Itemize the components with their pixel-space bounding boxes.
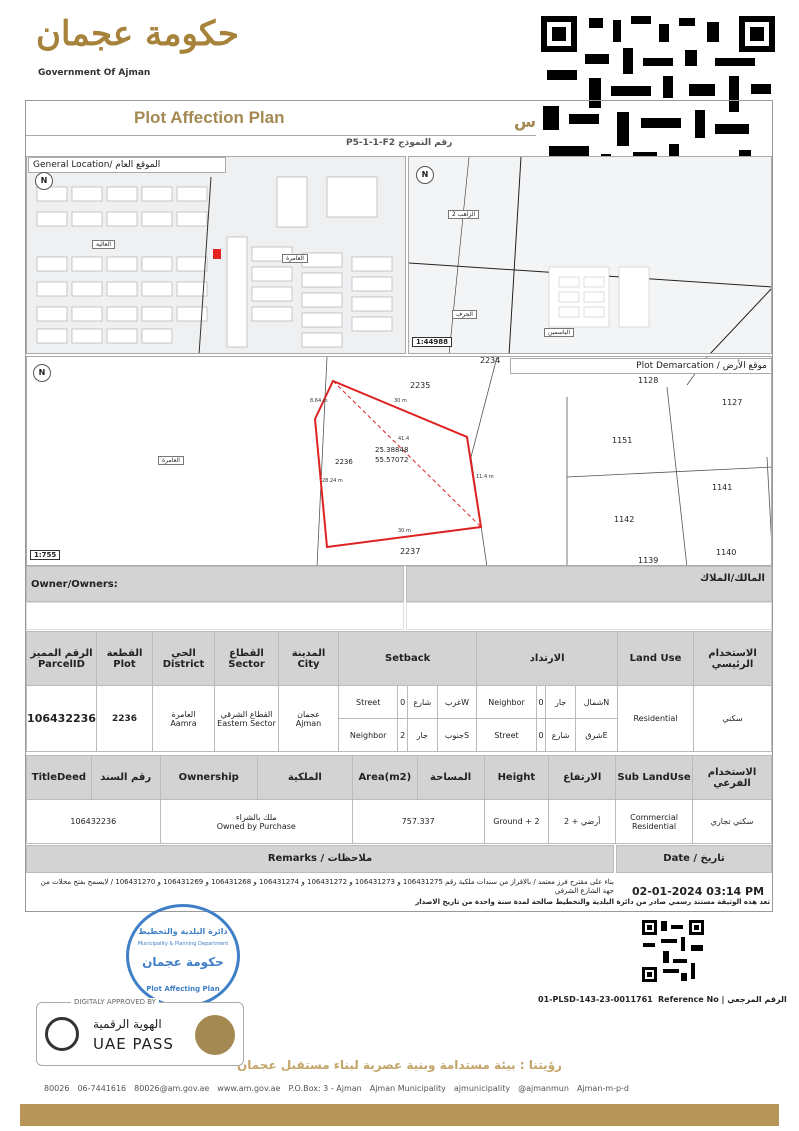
height-value-ar: أرضي + 2	[549, 800, 616, 844]
document-title-ar: س	[514, 112, 537, 131]
neighbor-2235: 2235	[410, 381, 431, 390]
header-city-en: City	[297, 658, 320, 670]
header-city-ar: المدينة	[291, 647, 326, 659]
form-number: P5-1-1-F2 رقم النموذج	[346, 138, 453, 148]
setback-west-type-ar: شارع	[407, 686, 437, 719]
government-logo: حكومة عجمان	[36, 14, 239, 54]
header-titledeed-ar: رقم السند	[91, 756, 160, 800]
neighbor-1141: 1141	[712, 483, 733, 492]
setback-north-dir: شمالN	[575, 686, 617, 719]
owner-value-cell-ar	[406, 602, 772, 630]
reference-label: Reference No | الرقم المرجعي	[658, 995, 787, 1004]
official-stamp	[126, 904, 240, 1008]
qr-small-pattern	[641, 919, 705, 983]
neighbor-2234: 2234	[480, 356, 501, 365]
header-parcel-en: ParcelID	[38, 658, 85, 670]
dimension-top: 30 m	[394, 398, 407, 404]
coordinate-lng: 55.57072	[375, 456, 409, 464]
header-district-en: District	[162, 658, 205, 670]
remarks-text: بناء على مقترح فرز معتمد / بالافراز من سندات ملكية رقم 106431275 و 106431273 و 106431272 و 106431274 و 106431268 و 106431269 و 106431270 / لايسمح بفتح محلات من جهة الشارع الشرقي	[40, 878, 614, 895]
owner-label-ar: المالك/الملاك	[699, 573, 765, 584]
header-landuse: Land Use	[618, 632, 694, 686]
header-height: Height	[484, 756, 549, 800]
contact-twitter[interactable]: @ajmanmun	[518, 1084, 569, 1093]
area-label-aamra: العامرة	[282, 254, 308, 263]
header-sector-en: Sector	[228, 658, 265, 670]
document-title: Plot Affection Plan	[134, 108, 285, 127]
parcel-table	[26, 631, 772, 752]
owner-label-cell-ar	[406, 566, 772, 602]
neighbor-1128: 1128	[638, 376, 659, 385]
header-sector	[215, 632, 279, 686]
setback-south-type-ar: جار	[407, 719, 437, 752]
area-label-2: الجرف	[452, 310, 477, 319]
city-value-en: Ajman	[295, 718, 322, 728]
scale-indicator-mid: 1:755	[30, 550, 60, 560]
stamp-text-en: Municipality & Planning Department	[137, 941, 229, 947]
deed-table	[26, 755, 772, 844]
height-value: Ground + 2	[484, 800, 549, 844]
uae-pass-badge	[36, 998, 244, 1066]
sector-value-en: Eastern Sector	[217, 718, 276, 728]
area-label-1: الزاهب 2	[448, 210, 479, 219]
header-sublanduse: Sub LandUse	[616, 756, 693, 800]
header-ownership: Ownership	[160, 756, 257, 800]
dimension-right: 11.4 m	[476, 474, 494, 480]
district-value-en: Aamra	[170, 718, 197, 728]
setback-east-type-ar: شارع	[546, 719, 576, 752]
parcel-id-value: 106432236	[27, 686, 97, 752]
header-height-ar: الارتفاع	[549, 756, 616, 800]
dimension-upper-left: 8.64 m	[310, 398, 328, 404]
district-value	[153, 686, 215, 752]
area-label-mid: العامرة	[158, 456, 184, 465]
north-arrow-icon-3: N	[33, 364, 51, 382]
vision-statement: رؤيتنا : بيئة مستدامة وبنية عصرية لبناء مستقبل عجمان	[237, 1058, 562, 1072]
setback-east-type: Street	[477, 719, 536, 752]
neighbor-2237: 2237	[400, 547, 421, 556]
area-label-aliya: العالية	[92, 240, 115, 249]
header-parcel-ar: الرقم المميز	[30, 647, 93, 659]
government-name: Government Of Ajman	[38, 68, 151, 78]
neighbor-1142: 1142	[614, 515, 635, 524]
contact-tollfree: 80026	[44, 1084, 70, 1093]
plot-number-label: 2236	[335, 458, 353, 466]
issue-date: 02-01-2024 03:14 PM	[632, 885, 765, 898]
sector-value	[215, 686, 279, 752]
stamp-logo: حكومة عجمان	[142, 955, 224, 969]
header-setback-en: Setback	[339, 632, 477, 686]
ownership-value-en: Owned by Purchase	[216, 821, 296, 831]
contact-email[interactable]: 80026@am.gov.ae	[134, 1084, 210, 1093]
dimension-left: 28.24 m	[322, 478, 343, 484]
header-city	[279, 632, 339, 686]
area-overview-map	[408, 156, 772, 354]
setback-west-type: Street	[339, 686, 398, 719]
header-sublanduse-ar: الاستخدام الفرعي	[693, 756, 772, 800]
setback-south-type: Neighbor	[339, 719, 398, 752]
setback-east-value: 0	[536, 719, 546, 752]
landuse-value-ar: سكني	[694, 686, 772, 752]
contact-website[interactable]: www.am.gov.ae	[217, 1084, 281, 1093]
header-area-ar: المساحة	[417, 756, 484, 800]
scale-indicator-top: 1:44988	[412, 337, 452, 347]
sublanduse-value-2: Residential	[632, 821, 677, 831]
setback-east-dir: شرقE	[575, 719, 617, 752]
city-value-ar: عجمان	[297, 709, 320, 719]
reference-number: 01-PLSD-143-23-0011761	[538, 995, 653, 1004]
neighbor-1151: 1151	[612, 436, 633, 445]
sublanduse-value	[616, 800, 693, 844]
coordinate-lat: 25.38848	[375, 446, 409, 454]
validity-note: تعد هذه الوثيقة مستند رسمي صادر من دائرة البلدية والتخطيط صالحة لمدة سنة واحدة من تاريخ الاصدار	[415, 898, 770, 906]
owner-value-cell	[26, 602, 404, 630]
header-district-ar: الحي	[171, 647, 196, 659]
north-arrow-icon: N	[35, 172, 53, 190]
header-area: Area(m2)	[352, 756, 417, 800]
plot-demarcation-label: Plot Demarcation / موقع الأرض	[510, 358, 772, 374]
setback-west-dir: غربW	[437, 686, 477, 719]
decorative-footer-strip	[20, 1104, 779, 1126]
plot-value: 2236	[97, 686, 153, 752]
digitally-approved-label: DIGITALY APPROVED BY	[71, 998, 159, 1006]
header-landuse-ar-1: الاستخدام	[708, 647, 757, 659]
uaepass-ar: الهوية الرقمية	[93, 1017, 162, 1031]
ownership-value-ar: ملك بالشراء	[235, 812, 277, 822]
neighbor-1140: 1140	[716, 548, 737, 557]
fingerprint-icon	[45, 1017, 79, 1051]
header-district	[153, 632, 215, 686]
district-value-ar: العامرة	[171, 709, 196, 719]
dimension-diag: 41.4	[398, 436, 410, 442]
contact-instagram[interactable]: ajmunicipality	[453, 1084, 511, 1093]
setback-south-dir: جنوبS	[437, 719, 477, 752]
uaepass-en: UAE PASS	[93, 1035, 174, 1053]
titledeed-value: 106432236	[27, 800, 161, 844]
header-plot-en: Plot	[113, 658, 136, 670]
contact-phone: 06-7441616	[77, 1084, 127, 1093]
neighbor-1139: 1139	[638, 556, 659, 565]
area-value: 757.337	[352, 800, 484, 844]
sector-value-ar: القطاع الشرقي	[220, 709, 273, 719]
header-setback-ar: الارتداد	[477, 632, 618, 686]
city-value	[279, 686, 339, 752]
header-landuse-ar	[694, 632, 772, 686]
landuse-value: Residential	[618, 686, 694, 752]
contact-pobox: P.O.Box: 3 - Ajman	[288, 1084, 362, 1093]
sublanduse-value-1: Commercial	[630, 812, 678, 822]
header-sector-ar: القطاع	[229, 647, 264, 659]
header-titledeed: TitleDeed	[27, 756, 92, 800]
north-arrow-icon-2: N	[416, 166, 434, 184]
sublanduse-value-ar: سكني تجاري	[693, 800, 772, 844]
setback-west-value: 0	[398, 686, 408, 719]
setback-north-type: Neighbor	[477, 686, 536, 719]
setback-north-value: 0	[536, 686, 546, 719]
neighbor-1127: 1127	[722, 398, 743, 407]
contact-bar	[44, 1084, 784, 1093]
date-header: Date / تاريخ	[616, 845, 772, 873]
general-location-drawing	[27, 157, 406, 354]
general-location-map	[26, 156, 406, 354]
owner-label-cell	[26, 566, 404, 602]
header-landuse-ar-2: الرئيسي	[711, 658, 754, 670]
qr-code-small	[641, 919, 705, 983]
dimension-bottom: 30 m	[398, 528, 411, 534]
header-plot-ar: القطعة	[106, 647, 143, 659]
header-ownership-ar: الملكية	[257, 756, 352, 800]
ownership-value	[160, 800, 352, 844]
setback-north-type-ar: جار	[546, 686, 576, 719]
area-overview-drawing	[409, 157, 772, 354]
stamp-text-ar: دائرة البلدية والتخطيط	[138, 927, 228, 936]
header-plot	[97, 632, 153, 686]
general-location-label: General Location/ الموقع العام	[28, 157, 226, 173]
contact-facebook[interactable]: Ajman Municipality	[369, 1084, 446, 1093]
area-label-3: الياسمين	[544, 328, 574, 337]
setback-south-value: 2	[398, 719, 408, 752]
ajman-emblem-icon	[195, 1015, 235, 1055]
stamp-caption: Plot Affecting Plan	[146, 985, 220, 993]
header-parcel	[27, 632, 97, 686]
owner-label-en: Owner/Owners:	[31, 579, 118, 590]
contact-youtube[interactable]: Ajman-m-p-d	[576, 1084, 630, 1093]
remarks-header: Remarks / ملاحظات	[26, 845, 614, 873]
